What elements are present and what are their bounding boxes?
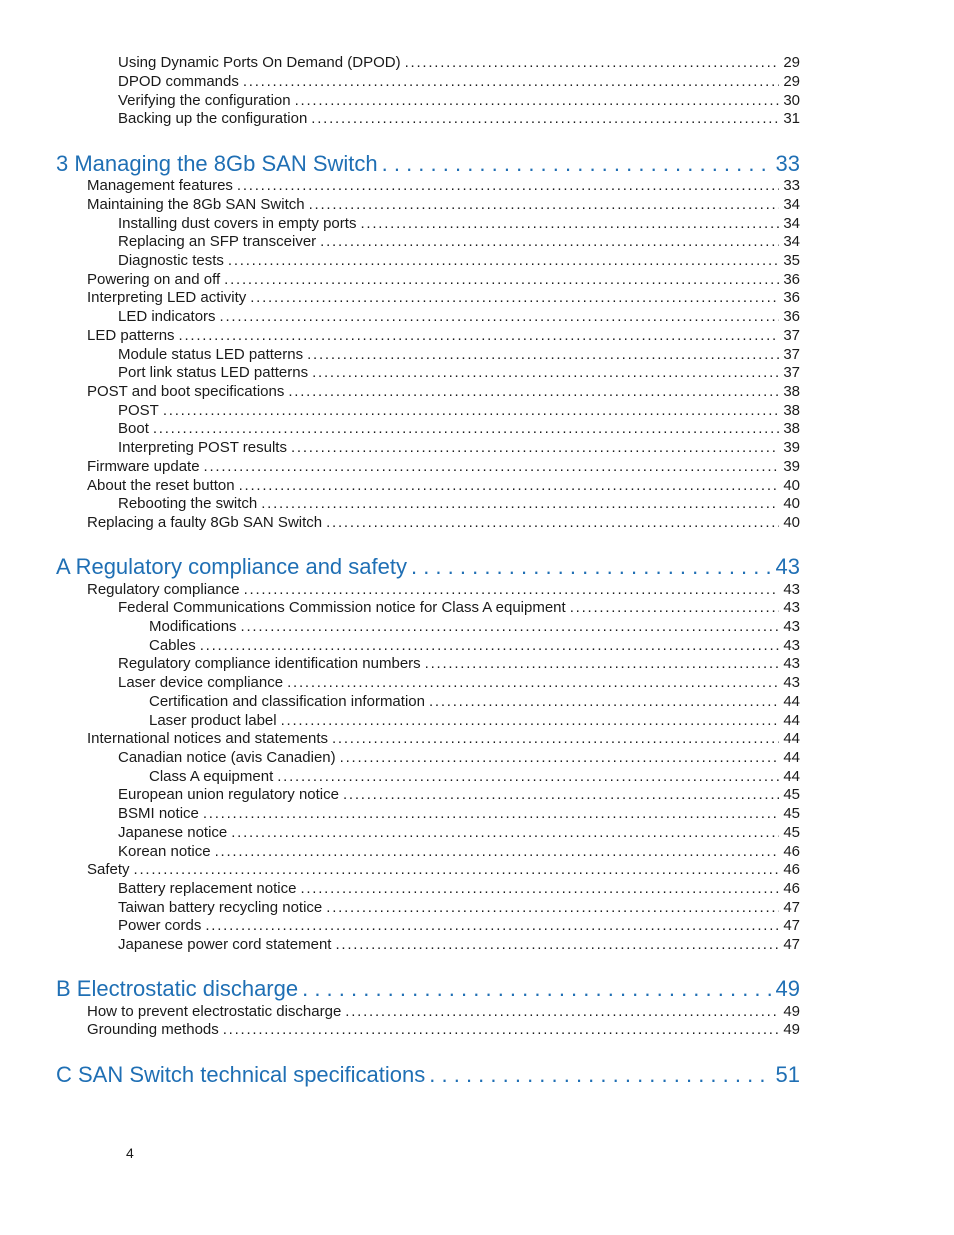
- toc-entry-page: 43: [783, 637, 800, 654]
- toc-entry-page: 46: [783, 843, 800, 860]
- toc-entry-title: Diagnostic tests: [118, 252, 224, 269]
- toc-entry[interactable]: [87, 177, 800, 195]
- toc-entry-page: 40: [783, 495, 800, 512]
- toc-entry[interactable]: [118, 92, 800, 110]
- toc-entry[interactable]: [118, 110, 800, 128]
- toc-entry-page: 34: [783, 196, 800, 213]
- toc-entry-page: 39: [783, 439, 800, 456]
- toc-entry-title: Port link status LED patterns: [118, 364, 309, 381]
- toc-entry[interactable]: [87, 514, 800, 532]
- toc-entry[interactable]: [118, 936, 800, 954]
- toc-entry-title: Class A equipment: [149, 768, 274, 785]
- toc-entry-title: Regulatory compliance identification numbers: [118, 655, 421, 672]
- toc-entry-title: Regulatory compliance: [87, 581, 240, 598]
- toc-entry[interactable]: [118, 786, 800, 804]
- toc-leader-dots: [261, 495, 779, 513]
- toc-leader-dots: [277, 768, 779, 786]
- toc-chapter-title: B Electrostatic discharge: [56, 976, 299, 1001]
- toc-leader-dots: [239, 477, 780, 495]
- toc-entry-title: LED indicators: [118, 308, 216, 325]
- toc-entry-title: Power cords: [118, 917, 202, 934]
- toc-chapter-title: A Regulatory compliance and safety: [56, 554, 407, 579]
- toc-entry-title: Battery replacement notice: [118, 880, 297, 897]
- toc-entry-page: 37: [783, 346, 800, 363]
- toc-entry-title: Maintaining the 8Gb SAN Switch: [87, 196, 305, 213]
- toc-entry-page: 47: [783, 917, 800, 934]
- toc-entry-title: Firmware update: [87, 458, 200, 475]
- toc-entry-page: 38: [783, 420, 800, 437]
- toc-entry[interactable]: [118, 233, 800, 251]
- page-number: 4: [126, 1145, 134, 1161]
- toc-entry[interactable]: [149, 637, 800, 655]
- toc-entry[interactable]: [87, 289, 800, 307]
- toc-entry-page: 49: [783, 1003, 800, 1020]
- toc-leader-dots: [311, 110, 779, 128]
- toc-entry-title: Japanese notice: [118, 824, 228, 841]
- toc-entry[interactable]: [87, 383, 800, 401]
- toc-entry-title: BSMI notice: [118, 805, 199, 822]
- toc-chapter-page: 43: [775, 554, 800, 579]
- toc-leader-dots: [244, 581, 780, 599]
- toc-entry[interactable]: [118, 252, 800, 270]
- toc-entry-title: About the reset button: [87, 477, 235, 494]
- toc-entry-page: 37: [783, 327, 800, 344]
- toc-entry[interactable]: [118, 54, 800, 72]
- toc-entry-title: LED patterns: [87, 327, 175, 344]
- toc-entry[interactable]: [149, 693, 800, 711]
- toc-leader-dots: [295, 92, 780, 110]
- toc-leader-dots: [153, 420, 779, 438]
- toc-entry-page: 43: [783, 618, 800, 635]
- toc-entry[interactable]: [118, 917, 800, 935]
- toc-entry-title: Installing dust covers in empty ports: [118, 215, 357, 232]
- toc-entry-page: 43: [783, 599, 800, 616]
- toc-leader-dots: [228, 252, 779, 270]
- toc-entry-page: 34: [783, 215, 800, 232]
- toc-entry-title: Laser product label: [149, 712, 277, 729]
- toc-chapter-page: 49: [775, 976, 800, 1001]
- toc-entry-page: 44: [783, 693, 800, 710]
- toc-leader-dots: [288, 383, 779, 401]
- toc-leader-dots: [312, 364, 779, 382]
- toc-leader-dots: [243, 73, 779, 91]
- toc-entry[interactable]: [87, 1021, 800, 1039]
- toc-entry-title: European union regulatory notice: [118, 786, 339, 803]
- toc-leader-dots: [326, 514, 779, 532]
- toc-leader-dots: [405, 54, 780, 72]
- toc-leader-dots: [570, 599, 780, 617]
- toc-entry[interactable]: [87, 458, 800, 476]
- toc-entry-title: Using Dynamic Ports On Demand (DPOD): [118, 54, 401, 71]
- toc-entry-page: 40: [783, 477, 800, 494]
- toc-entry-title: Federal Communications Commission notice for Class A equipment: [118, 599, 566, 616]
- toc-entry-page: 29: [783, 54, 800, 71]
- toc-leader-dots: [332, 730, 779, 748]
- toc-entry-page: 43: [783, 581, 800, 598]
- toc-entry-page: 30: [783, 92, 800, 109]
- toc-chapter-title: 3 Managing the 8Gb SAN Switch: [56, 151, 378, 176]
- toc-entry-page: 44: [783, 768, 800, 785]
- toc-entry-title: How to prevent electrostatic discharge: [87, 1003, 342, 1020]
- toc-entry[interactable]: [118, 495, 800, 513]
- toc-leader-dots: [215, 843, 780, 861]
- toc-entry-page: 36: [783, 271, 800, 288]
- toc-chapter-title: C SAN Switch technical specifications: [56, 1062, 426, 1087]
- toc-entry-page: 34: [783, 233, 800, 250]
- toc-entry-title: Modifications: [149, 618, 237, 635]
- toc-entry[interactable]: [118, 843, 800, 861]
- toc-entry-page: 40: [783, 514, 800, 531]
- toc-leader-dots: [281, 712, 780, 730]
- toc-entry-title: Verifying the configuration: [118, 92, 291, 109]
- toc-leader-dots: [200, 637, 780, 655]
- toc-entry-title: Boot: [118, 420, 149, 437]
- toc-leader-dots: [343, 786, 779, 804]
- toc-leader-dots: [302, 976, 771, 1002]
- toc-entry[interactable]: [118, 674, 800, 692]
- toc-entry-page: 38: [783, 383, 800, 400]
- toc-entry[interactable]: [118, 73, 800, 91]
- toc-entry[interactable]: [149, 768, 800, 786]
- toc-leader-dots: [223, 1021, 780, 1039]
- toc-entry[interactable]: [149, 618, 800, 636]
- toc-entry[interactable]: [118, 599, 800, 617]
- toc-entry-title: Korean notice: [118, 843, 211, 860]
- toc-leader-dots: [205, 917, 779, 935]
- toc-entry-title: Powering on and off: [87, 271, 221, 288]
- toc-entry[interactable]: [118, 364, 800, 382]
- toc-entry-page: 43: [783, 655, 800, 672]
- toc-leader-dots: [360, 215, 779, 233]
- toc-entry-page: 44: [783, 730, 800, 747]
- toc-leader-dots: [326, 899, 779, 917]
- toc-entry-page: 43: [783, 674, 800, 691]
- toc-entry[interactable]: [87, 477, 800, 495]
- toc-leader-dots: [429, 1062, 771, 1088]
- toc-entry-title: Cables: [149, 637, 196, 654]
- toc-leader-dots: [340, 749, 780, 767]
- toc-leader-dots: [287, 674, 779, 692]
- toc-entry[interactable]: [118, 346, 800, 364]
- toc-entry[interactable]: [118, 439, 800, 457]
- toc-entry[interactable]: [118, 402, 800, 420]
- toc-chapter-entry[interactable]: [56, 554, 800, 580]
- toc-chapter-page: 33: [775, 151, 800, 176]
- toc-entry[interactable]: [87, 861, 800, 879]
- toc-entry-page: 45: [783, 824, 800, 841]
- toc-entry[interactable]: [118, 308, 800, 326]
- toc-entry-page: 49: [783, 1021, 800, 1038]
- toc-entry-title: Module status LED patterns: [118, 346, 304, 363]
- toc-entry-title: Grounding methods: [87, 1021, 219, 1038]
- toc-chapter-entry[interactable]: [56, 151, 800, 177]
- toc-entry-page: 36: [783, 289, 800, 306]
- toc-entry[interactable]: [87, 271, 800, 289]
- toc-entry[interactable]: [87, 1003, 800, 1021]
- toc-leader-dots: [250, 289, 779, 307]
- toc-entry[interactable]: [87, 327, 800, 345]
- toc-entry-page: 38: [783, 402, 800, 419]
- toc-entry-page: 33: [783, 177, 800, 194]
- toc-entry-title: Laser device compliance: [118, 674, 284, 691]
- toc-leader-dots: [179, 327, 780, 345]
- toc-leader-dots: [382, 151, 772, 177]
- toc-entry-title: Replacing a faulty 8Gb SAN Switch: [87, 514, 323, 531]
- toc-entry-title: POST and boot specifications: [87, 383, 285, 400]
- toc-leader-dots: [291, 439, 779, 457]
- toc-entry-page: 47: [783, 899, 800, 916]
- toc-entry[interactable]: [118, 749, 800, 767]
- toc-entry-title: Management features: [87, 177, 233, 194]
- toc-entry-page: 45: [783, 805, 800, 822]
- toc-entry-title: Canadian notice (avis Canadien): [118, 749, 336, 766]
- toc-entry[interactable]: [118, 655, 800, 673]
- toc-leader-dots: [134, 861, 780, 879]
- toc-entry-page: 35: [783, 252, 800, 269]
- toc-entry-title: Replacing an SFP transceiver: [118, 233, 317, 250]
- toc-leader-dots: [425, 655, 780, 673]
- toc-entry-page: 36: [783, 308, 800, 325]
- toc-entry[interactable]: [118, 899, 800, 917]
- toc-leader-dots: [224, 271, 779, 289]
- toc-leader-dots: [320, 233, 779, 251]
- toc-entry-title: POST: [118, 402, 159, 419]
- toc-leader-dots: [163, 402, 779, 420]
- toc-chapter-page: 51: [775, 1062, 800, 1087]
- toc-entry-page: 45: [783, 786, 800, 803]
- toc-entry-page: 47: [783, 936, 800, 953]
- toc-entry[interactable]: [149, 712, 800, 730]
- toc-leader-dots: [345, 1003, 779, 1021]
- toc-entry-title: DPOD commands: [118, 73, 239, 90]
- toc-entry-title: Taiwan battery recycling notice: [118, 899, 323, 916]
- toc-entry-page: 39: [783, 458, 800, 475]
- toc-chapter-entry[interactable]: [56, 1062, 800, 1088]
- toc-entry[interactable]: [87, 730, 800, 748]
- toc-leader-dots: [411, 554, 772, 580]
- toc-leader-dots: [204, 458, 780, 476]
- toc-entry-page: 46: [783, 861, 800, 878]
- toc-entry-title: Interpreting POST results: [118, 439, 287, 456]
- toc-entry[interactable]: [118, 805, 800, 823]
- toc-entry[interactable]: [87, 581, 800, 599]
- toc-entry-page: 37: [783, 364, 800, 381]
- toc-leader-dots: [231, 824, 779, 842]
- toc-chapter-entry[interactable]: [56, 976, 800, 1002]
- toc-leader-dots: [237, 177, 779, 195]
- toc-entry-title: Japanese power cord statement: [118, 936, 332, 953]
- toc-leader-dots: [307, 346, 779, 364]
- toc-entry-page: 31: [783, 110, 800, 127]
- toc-entry-title: Backing up the configuration: [118, 110, 308, 127]
- toc-entry[interactable]: [87, 196, 800, 214]
- toc-leader-dots: [335, 936, 779, 954]
- toc-entry[interactable]: [118, 215, 800, 233]
- toc-entry-title: Safety: [87, 861, 130, 878]
- toc-entry-page: 29: [783, 73, 800, 90]
- toc-entry-page: 44: [783, 712, 800, 729]
- toc-leader-dots: [241, 618, 780, 636]
- toc-leader-dots: [429, 693, 779, 711]
- toc-entry-page: 46: [783, 880, 800, 897]
- toc-entry[interactable]: [118, 824, 800, 842]
- toc-entry-title: Interpreting LED activity: [87, 289, 247, 306]
- toc-leader-dots: [300, 880, 779, 898]
- toc-entry[interactable]: [118, 420, 800, 438]
- toc-entry-title: International notices and statements: [87, 730, 328, 747]
- toc-entry-title: Certification and classification information: [149, 693, 425, 710]
- toc-entry-title: Rebooting the switch: [118, 495, 258, 512]
- toc-leader-dots: [220, 308, 780, 326]
- toc-leader-dots: [309, 196, 780, 214]
- toc-entry-page: 44: [783, 749, 800, 766]
- toc-entry[interactable]: [118, 880, 800, 898]
- toc-leader-dots: [203, 805, 779, 823]
